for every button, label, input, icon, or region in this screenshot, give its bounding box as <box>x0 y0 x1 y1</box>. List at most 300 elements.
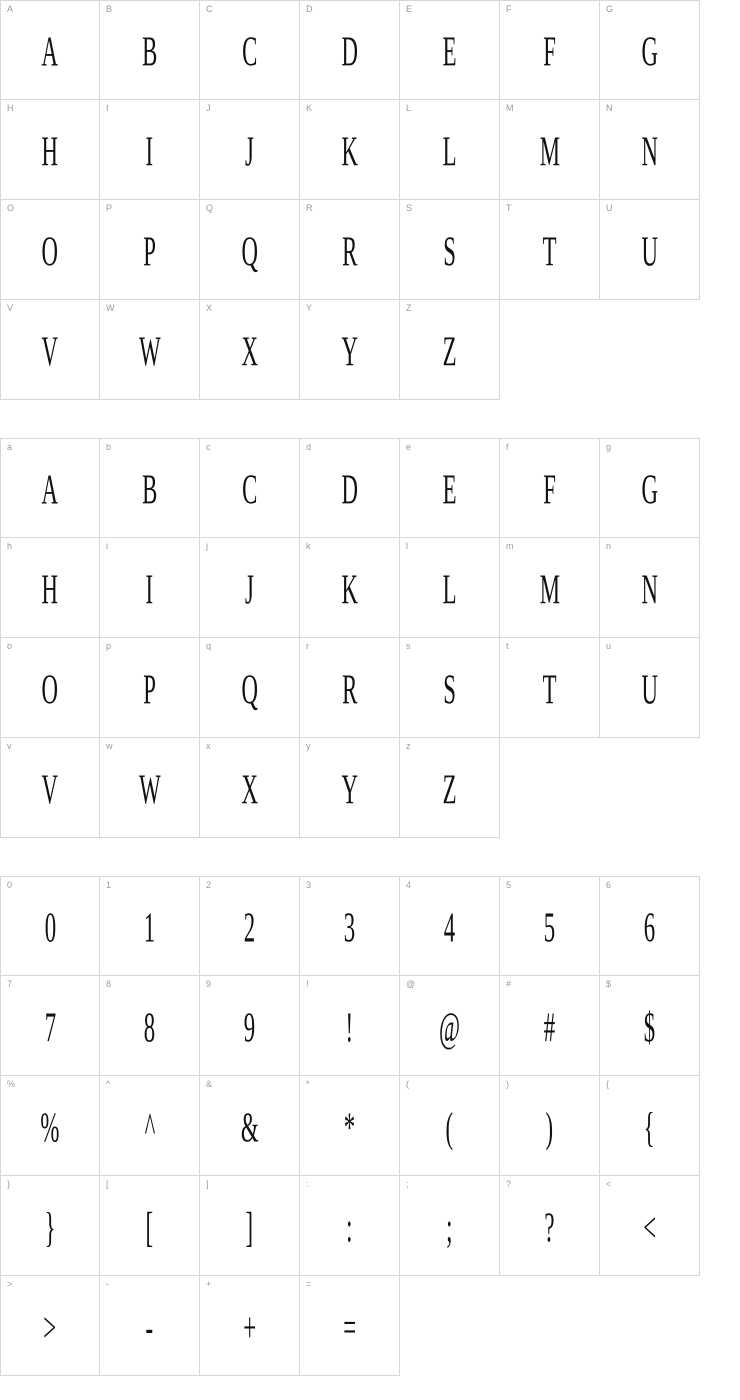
glyph-cell-character-inner: Q <box>241 665 258 714</box>
glyph-cell-label: + <box>206 1279 212 1289</box>
glyph-cell[interactable] <box>500 100 600 200</box>
glyph-cell-character <box>100 1303 199 1352</box>
glyph-cell-character <box>1 227 99 276</box>
glyph-cell-label: W <box>106 303 115 313</box>
glyph-cell-character-inner: N <box>641 127 658 176</box>
glyph-cell-character-inner: R <box>341 665 358 714</box>
glyph-cell-character-inner: Q <box>241 227 258 276</box>
glyph-cell-label: D <box>306 4 313 14</box>
glyph-cell-label: u <box>606 641 612 651</box>
glyph-cell-label: n <box>606 541 612 551</box>
glyph-cell[interactable] <box>200 0 300 100</box>
glyph-cell-label: p <box>106 641 112 651</box>
glyph-cell-character <box>300 127 399 176</box>
glyph-cell[interactable] <box>100 1076 200 1176</box>
glyph-cell[interactable] <box>300 976 400 1076</box>
glyph-cell-label: ( <box>406 1079 409 1089</box>
glyph-cell-character-inner: S <box>443 665 456 714</box>
glyph-cell[interactable] <box>400 876 500 976</box>
glyph-cell-character <box>100 227 199 276</box>
glyph-cell[interactable] <box>400 1176 500 1276</box>
glyph-cell[interactable] <box>500 876 600 976</box>
glyph-cell[interactable] <box>200 100 300 200</box>
glyph-cell-label: h <box>7 541 13 551</box>
glyph-cell-empty <box>500 300 600 400</box>
glyph-cell-character-inner: E <box>442 466 457 514</box>
glyph-cell-character <box>300 765 399 814</box>
glyph-cell[interactable] <box>600 0 700 100</box>
glyph-cell-label: G <box>606 4 614 14</box>
glyph-cell[interactable] <box>0 638 100 738</box>
glyph-cell-character-inner: = <box>343 1303 356 1352</box>
glyph-cell-character-inner: V <box>41 327 59 376</box>
glyph-cell-character-inner: ? <box>544 1203 555 1252</box>
glyph-cell[interactable] <box>200 976 300 1076</box>
glyph-cell-label: H <box>7 103 14 113</box>
glyph-cell-character <box>200 327 299 376</box>
glyph-cell-label: Z <box>406 303 412 313</box>
glyph-cell-character <box>600 1203 699 1252</box>
glyph-cell[interactable] <box>0 876 100 976</box>
glyph-cell-character-inner: G <box>641 28 658 76</box>
glyph-cell[interactable] <box>300 538 400 638</box>
glyph-cell-character-inner: X <box>241 327 258 376</box>
glyph-cell-character-inner: Y <box>341 327 358 376</box>
glyph-cell-character-inner: 4 <box>443 904 456 952</box>
glyph-cell-character-inner: H <box>41 565 59 614</box>
glyph-cell[interactable] <box>300 0 400 100</box>
glyph-cell-character-inner: K <box>341 565 358 614</box>
glyph-cell-character <box>200 1103 299 1152</box>
glyph-cell-character-inner: } <box>44 1203 56 1252</box>
glyph-cell-character-inner: ; <box>446 1203 453 1252</box>
glyph-cell[interactable] <box>200 1176 300 1276</box>
glyph-cell-character <box>1 1003 99 1052</box>
glyph-cell[interactable] <box>300 200 400 300</box>
glyph-cell-character-inner: A <box>41 28 59 76</box>
glyph-cell-character-inner: 9 <box>243 1003 256 1052</box>
glyph-cell[interactable] <box>200 1076 300 1176</box>
glyph-cell-character <box>100 466 199 514</box>
glyph-cell[interactable] <box>100 100 200 200</box>
glyph-cell-character <box>300 227 399 276</box>
glyph-cell-character <box>600 466 699 514</box>
glyph-cell[interactable] <box>600 438 700 538</box>
glyph-cell-character-inner: 5 <box>543 904 556 952</box>
glyph-cell-label: A <box>7 4 14 14</box>
glyph-cell-label: 1 <box>106 880 112 890</box>
glyph-cell-character-inner: U <box>641 227 658 276</box>
glyph-cell[interactable] <box>400 200 500 300</box>
glyph-cell[interactable] <box>500 438 600 538</box>
glyph-cell-character <box>1 1103 99 1152</box>
glyph-cell-character-inner: G <box>641 466 658 514</box>
glyph-cell-character-inner: ) <box>545 1103 554 1152</box>
glyph-cell-character-inner: J <box>245 127 254 176</box>
glyph-cell-character-inner: C <box>241 466 258 514</box>
glyph-cell-character-inner: O <box>41 665 59 714</box>
glyph-cell-label: U <box>606 203 613 213</box>
glyph-cell[interactable] <box>400 0 500 100</box>
glyph-cell-label: 3 <box>306 880 312 890</box>
glyph-cell-label: { <box>606 1079 610 1089</box>
glyph-cell-character-inner: 0 <box>44 904 56 952</box>
glyph-cell[interactable] <box>400 300 500 400</box>
glyph-cell-character-inner: + <box>243 1303 256 1352</box>
glyph-cell-character <box>300 1103 399 1152</box>
glyph-cell[interactable] <box>100 438 200 538</box>
glyph-cell-label: o <box>7 641 13 651</box>
glyph-cell-character <box>500 466 599 514</box>
glyph-cell[interactable] <box>600 200 700 300</box>
glyph-cell-label: C <box>206 4 213 14</box>
glyph-cell-character <box>500 904 599 952</box>
glyph-cell-character <box>500 28 599 76</box>
glyph-cell-label: = <box>306 1279 312 1289</box>
glyph-cell-label: V <box>7 303 14 313</box>
glyph-cell-label: s <box>406 641 411 651</box>
glyph-cell-character <box>200 1203 299 1252</box>
glyph-cell-label: O <box>7 203 15 213</box>
glyph-cell-character <box>200 28 299 76</box>
glyph-cell[interactable] <box>0 1276 100 1376</box>
glyph-cell-character-inner: 6 <box>643 904 656 952</box>
glyph-cell-character-inner: T <box>542 665 557 714</box>
glyph-cell-character-inner: ] <box>245 1203 254 1252</box>
glyph-cell-character <box>400 765 499 814</box>
glyph-cell-character <box>600 565 699 614</box>
glyph-cell-label: J <box>206 103 211 113</box>
glyph-cell-character-inner: K <box>341 127 358 176</box>
glyph-cell[interactable] <box>0 1076 100 1176</box>
glyph-cell[interactable] <box>200 200 300 300</box>
glyph-cell-label: # <box>506 979 512 989</box>
glyph-cell-character <box>100 565 199 614</box>
glyph-cell-character <box>400 1203 499 1252</box>
glyph-cell-character-inner: A <box>41 466 59 514</box>
glyph-cell-label: R <box>306 203 313 213</box>
glyph-cell[interactable] <box>200 638 300 738</box>
glyph-cell[interactable] <box>300 638 400 738</box>
glyph-cell[interactable] <box>100 200 200 300</box>
glyph-cell-character-inner: { <box>644 1103 655 1152</box>
glyph-cell-empty <box>600 738 700 838</box>
glyph-cell[interactable] <box>600 1176 700 1276</box>
glyph-cell-character <box>500 127 599 176</box>
glyph-cell-character <box>400 665 499 714</box>
glyph-cell-label: 0 <box>7 880 13 890</box>
glyph-cell-label: > <box>7 1279 13 1289</box>
glyph-cell-character <box>200 466 299 514</box>
glyph-cell[interactable] <box>300 438 400 538</box>
glyph-cell[interactable] <box>0 200 100 300</box>
glyph-cell[interactable] <box>0 538 100 638</box>
glyph-cell[interactable] <box>100 1276 200 1376</box>
glyph-cell-label: 6 <box>606 880 612 890</box>
glyph-cell-character <box>1 765 99 814</box>
glyph-cell[interactable] <box>500 538 600 638</box>
glyph-cell[interactable] <box>600 638 700 738</box>
glyph-cell-label: N <box>606 103 613 113</box>
glyph-cell-label: m <box>506 541 514 551</box>
glyph-cell-character-inner: - <box>145 1303 154 1352</box>
glyph-cell[interactable] <box>600 1076 700 1176</box>
glyph-cell[interactable] <box>400 738 500 838</box>
glyph-cell-label: 4 <box>406 880 412 890</box>
glyph-cell[interactable] <box>500 638 600 738</box>
glyph-cell-label: [ <box>106 1179 109 1189</box>
glyph-cell[interactable] <box>200 438 300 538</box>
glyph-cell-character-inner: Y <box>341 765 358 814</box>
glyph-cell-label: i <box>106 541 108 551</box>
glyph-cell[interactable] <box>200 1276 300 1376</box>
glyph-cell[interactable] <box>300 738 400 838</box>
glyph-cell-empty <box>500 738 600 838</box>
glyph-cell-label: & <box>206 1079 213 1089</box>
glyph-cell[interactable] <box>0 976 100 1076</box>
glyph-cell-character <box>400 565 499 614</box>
glyph-cell-character <box>400 227 499 276</box>
glyph-cell-label: d <box>306 442 312 452</box>
glyph-cell-label: S <box>406 203 413 213</box>
glyph-cell[interactable] <box>300 1176 400 1276</box>
glyph-cell[interactable] <box>300 100 400 200</box>
glyph-cell-label: 9 <box>206 979 212 989</box>
glyph-cell-character <box>400 28 499 76</box>
glyph-cell-character-inner: ^ <box>144 1103 155 1152</box>
glyph-cell-label: T <box>506 203 512 213</box>
glyph-cell-character-inner: F <box>543 28 556 76</box>
glyph-cell-character-inner: [ <box>145 1203 154 1252</box>
glyph-cell-label: Q <box>206 203 214 213</box>
glyph-cell[interactable] <box>400 1076 500 1176</box>
glyph-cell[interactable] <box>600 876 700 976</box>
glyph-cell-empty <box>600 1276 700 1376</box>
glyph-cell[interactable] <box>100 738 200 838</box>
glyph-cell-character-inner: % <box>40 1103 60 1152</box>
glyph-cell-character-inner: H <box>41 127 59 176</box>
glyph-cell[interactable] <box>200 738 300 838</box>
glyph-cell-character-inner: F <box>543 466 556 514</box>
glyph-cell[interactable] <box>200 876 300 976</box>
glyph-cell-character-inner: C <box>241 28 258 76</box>
glyph-cell-character <box>100 1203 199 1252</box>
glyph-cell-label: z <box>406 741 411 751</box>
glyph-cell-label: % <box>7 1079 16 1089</box>
glyph-cell-character <box>400 466 499 514</box>
glyph-cell-label: ; <box>406 1179 409 1189</box>
glyph-cell[interactable] <box>100 300 200 400</box>
glyph-cell-character <box>1 665 99 714</box>
glyph-cell-label: g <box>606 442 612 452</box>
glyph-cell-character <box>200 665 299 714</box>
glyph-cell[interactable] <box>100 538 200 638</box>
block-spacer <box>0 838 740 876</box>
glyph-cell-character <box>500 565 599 614</box>
glyph-cell[interactable] <box>600 538 700 638</box>
glyph-cell-character <box>300 28 399 76</box>
glyph-cell-character-inner: ( <box>445 1103 454 1152</box>
glyph-cell-character <box>600 28 699 76</box>
glyph-cell[interactable] <box>500 1076 600 1176</box>
glyph-cell-character-inner: U <box>641 665 658 714</box>
glyph-cell-character-inner: ! <box>345 1003 354 1052</box>
glyph-cell-label: E <box>406 4 413 14</box>
glyph-cell-character <box>100 28 199 76</box>
glyph-cell[interactable] <box>200 538 300 638</box>
glyph-cell-label: e <box>406 442 412 452</box>
glyph-cell[interactable] <box>500 0 600 100</box>
glyph-cell-label: t <box>506 641 509 651</box>
glyph-cell-character-inner: M <box>539 127 560 176</box>
glyph-cell-character <box>1 466 99 514</box>
glyph-cell-label: k <box>306 541 311 551</box>
glyph-cell-label: P <box>106 203 113 213</box>
glyph-cell-character-inner: D <box>341 466 358 514</box>
glyph-cell-character-inner: O <box>41 227 59 276</box>
glyph-cell-label: } <box>7 1179 11 1189</box>
glyph-cell-character <box>100 904 199 952</box>
glyph-cell[interactable] <box>300 1076 400 1176</box>
glyph-cell[interactable] <box>400 100 500 200</box>
glyph-cell-label: L <box>406 103 412 113</box>
glyph-cell-character-inner: L <box>442 565 457 614</box>
glyph-cell-character <box>1 127 99 176</box>
glyph-cell[interactable] <box>400 538 500 638</box>
glyph-cell[interactable] <box>100 1176 200 1276</box>
glyph-cell-character-inner: T <box>542 227 557 276</box>
glyph-cell[interactable] <box>400 976 500 1076</box>
glyph-cell[interactable] <box>0 0 100 100</box>
glyph-cell-character-inner: W <box>138 327 161 376</box>
glyph-cell-label: $ <box>606 979 612 989</box>
glyph-cell-character-inner: P <box>143 665 156 714</box>
glyph-cell[interactable] <box>500 200 600 300</box>
glyph-cell[interactable] <box>500 1176 600 1276</box>
glyph-cell-label: * <box>306 1079 310 1089</box>
glyph-cell-character <box>300 904 399 952</box>
glyph-cell-character <box>600 1003 699 1052</box>
glyph-cell-character-inner: $ <box>643 1003 656 1052</box>
glyph-cell-empty <box>400 1276 500 1376</box>
glyph-cell-character <box>100 1103 199 1152</box>
glyph-cell-label: 2 <box>206 880 212 890</box>
glyph-cell-label: f <box>506 442 509 452</box>
glyph-cell-character <box>200 765 299 814</box>
glyph-cell-character <box>1 1303 99 1352</box>
glyph-cell[interactable] <box>600 976 700 1076</box>
glyph-cell-character <box>1 327 99 376</box>
glyph-cell-character-inner: S <box>443 227 456 276</box>
glyph-cell[interactable] <box>300 300 400 400</box>
glyph-cell[interactable] <box>200 300 300 400</box>
glyph-cell[interactable] <box>100 976 200 1076</box>
glyph-cell-character-inner: * <box>343 1103 356 1152</box>
glyph-cell-character-inner: & <box>240 1103 259 1152</box>
glyph-cell-character-inner: # <box>543 1003 556 1052</box>
glyph-cell-character <box>200 904 299 952</box>
glyph-cell[interactable] <box>100 638 200 738</box>
glyph-cell-character-inner: : <box>346 1203 353 1252</box>
glyph-cell-character <box>300 665 399 714</box>
glyph-cell-character <box>400 904 499 952</box>
glyph-cell-character-inner: E <box>442 28 457 76</box>
glyph-cell[interactable] <box>0 738 100 838</box>
glyph-cell-empty <box>600 300 700 400</box>
glyph-cell-character-inner: R <box>341 227 358 276</box>
glyph-cell-label: F <box>506 4 512 14</box>
glyph-cell[interactable] <box>0 1176 100 1276</box>
glyph-cell[interactable] <box>100 0 200 100</box>
glyph-cell-character <box>100 127 199 176</box>
glyph-cell-character <box>500 665 599 714</box>
glyph-cell-label: ^ <box>106 1079 111 1089</box>
glyph-cell-label: q <box>206 641 212 651</box>
glyph-cell[interactable] <box>0 438 100 538</box>
glyph-cell-label: ) <box>506 1079 509 1089</box>
glyph-cell-character <box>400 1003 499 1052</box>
glyph-cell-label: X <box>206 303 213 313</box>
glyph-cell-character <box>300 1203 399 1252</box>
glyph-cell-label: w <box>106 741 113 751</box>
glyph-cell-character <box>400 127 499 176</box>
glyph-grid-uppercase <box>0 0 740 400</box>
glyph-cell[interactable] <box>600 100 700 200</box>
glyph-cell-character <box>100 765 199 814</box>
glyph-cell[interactable] <box>400 438 500 538</box>
glyph-cell-label: x <box>206 741 211 751</box>
glyph-cell-character-inner: 7 <box>44 1003 56 1052</box>
glyph-cell-character <box>1 565 99 614</box>
glyph-cell-character <box>600 665 699 714</box>
glyph-cell-character <box>600 1103 699 1152</box>
glyph-cell-character <box>500 1003 599 1052</box>
glyph-cell[interactable] <box>500 976 600 1076</box>
glyph-cell[interactable] <box>300 1276 400 1376</box>
glyph-cell-character-inner: P <box>143 227 156 276</box>
glyph-cell-label: l <box>406 541 408 551</box>
glyph-cell-label: b <box>106 442 112 452</box>
glyph-cell-character <box>200 565 299 614</box>
glyph-cell-label: - <box>106 1279 109 1289</box>
glyph-cell-character-inner: 8 <box>143 1003 156 1052</box>
glyph-cell-label: ! <box>306 979 309 989</box>
glyph-cell[interactable] <box>100 876 200 976</box>
glyph-cell-character <box>400 1103 499 1152</box>
glyph-cell-label: ] <box>206 1179 209 1189</box>
glyph-cell-character <box>600 227 699 276</box>
glyph-cell[interactable] <box>0 100 100 200</box>
glyph-cell-character-inner: I <box>145 565 154 614</box>
glyph-cell-character <box>600 904 699 952</box>
glyph-cell[interactable] <box>0 300 100 400</box>
glyph-cell-label: 5 <box>506 880 512 890</box>
glyph-cell-label: j <box>206 541 208 551</box>
glyph-cell-label: r <box>306 641 309 651</box>
glyph-cell-character-inner: 3 <box>343 904 356 952</box>
glyph-cell-character-inner: N <box>641 565 658 614</box>
glyph-cell-character-inner: B <box>141 466 158 514</box>
block-spacer <box>0 400 740 438</box>
glyph-cell-character-inner: W <box>138 765 161 814</box>
glyph-cell[interactable] <box>400 638 500 738</box>
glyph-cell-character-inner: X <box>241 765 258 814</box>
glyph-cell-character <box>600 127 699 176</box>
glyph-cell-label: y <box>306 741 311 751</box>
glyph-cell[interactable] <box>300 876 400 976</box>
glyph-cell-label: : <box>306 1179 309 1189</box>
glyph-cell-character-inner: J <box>245 565 254 614</box>
